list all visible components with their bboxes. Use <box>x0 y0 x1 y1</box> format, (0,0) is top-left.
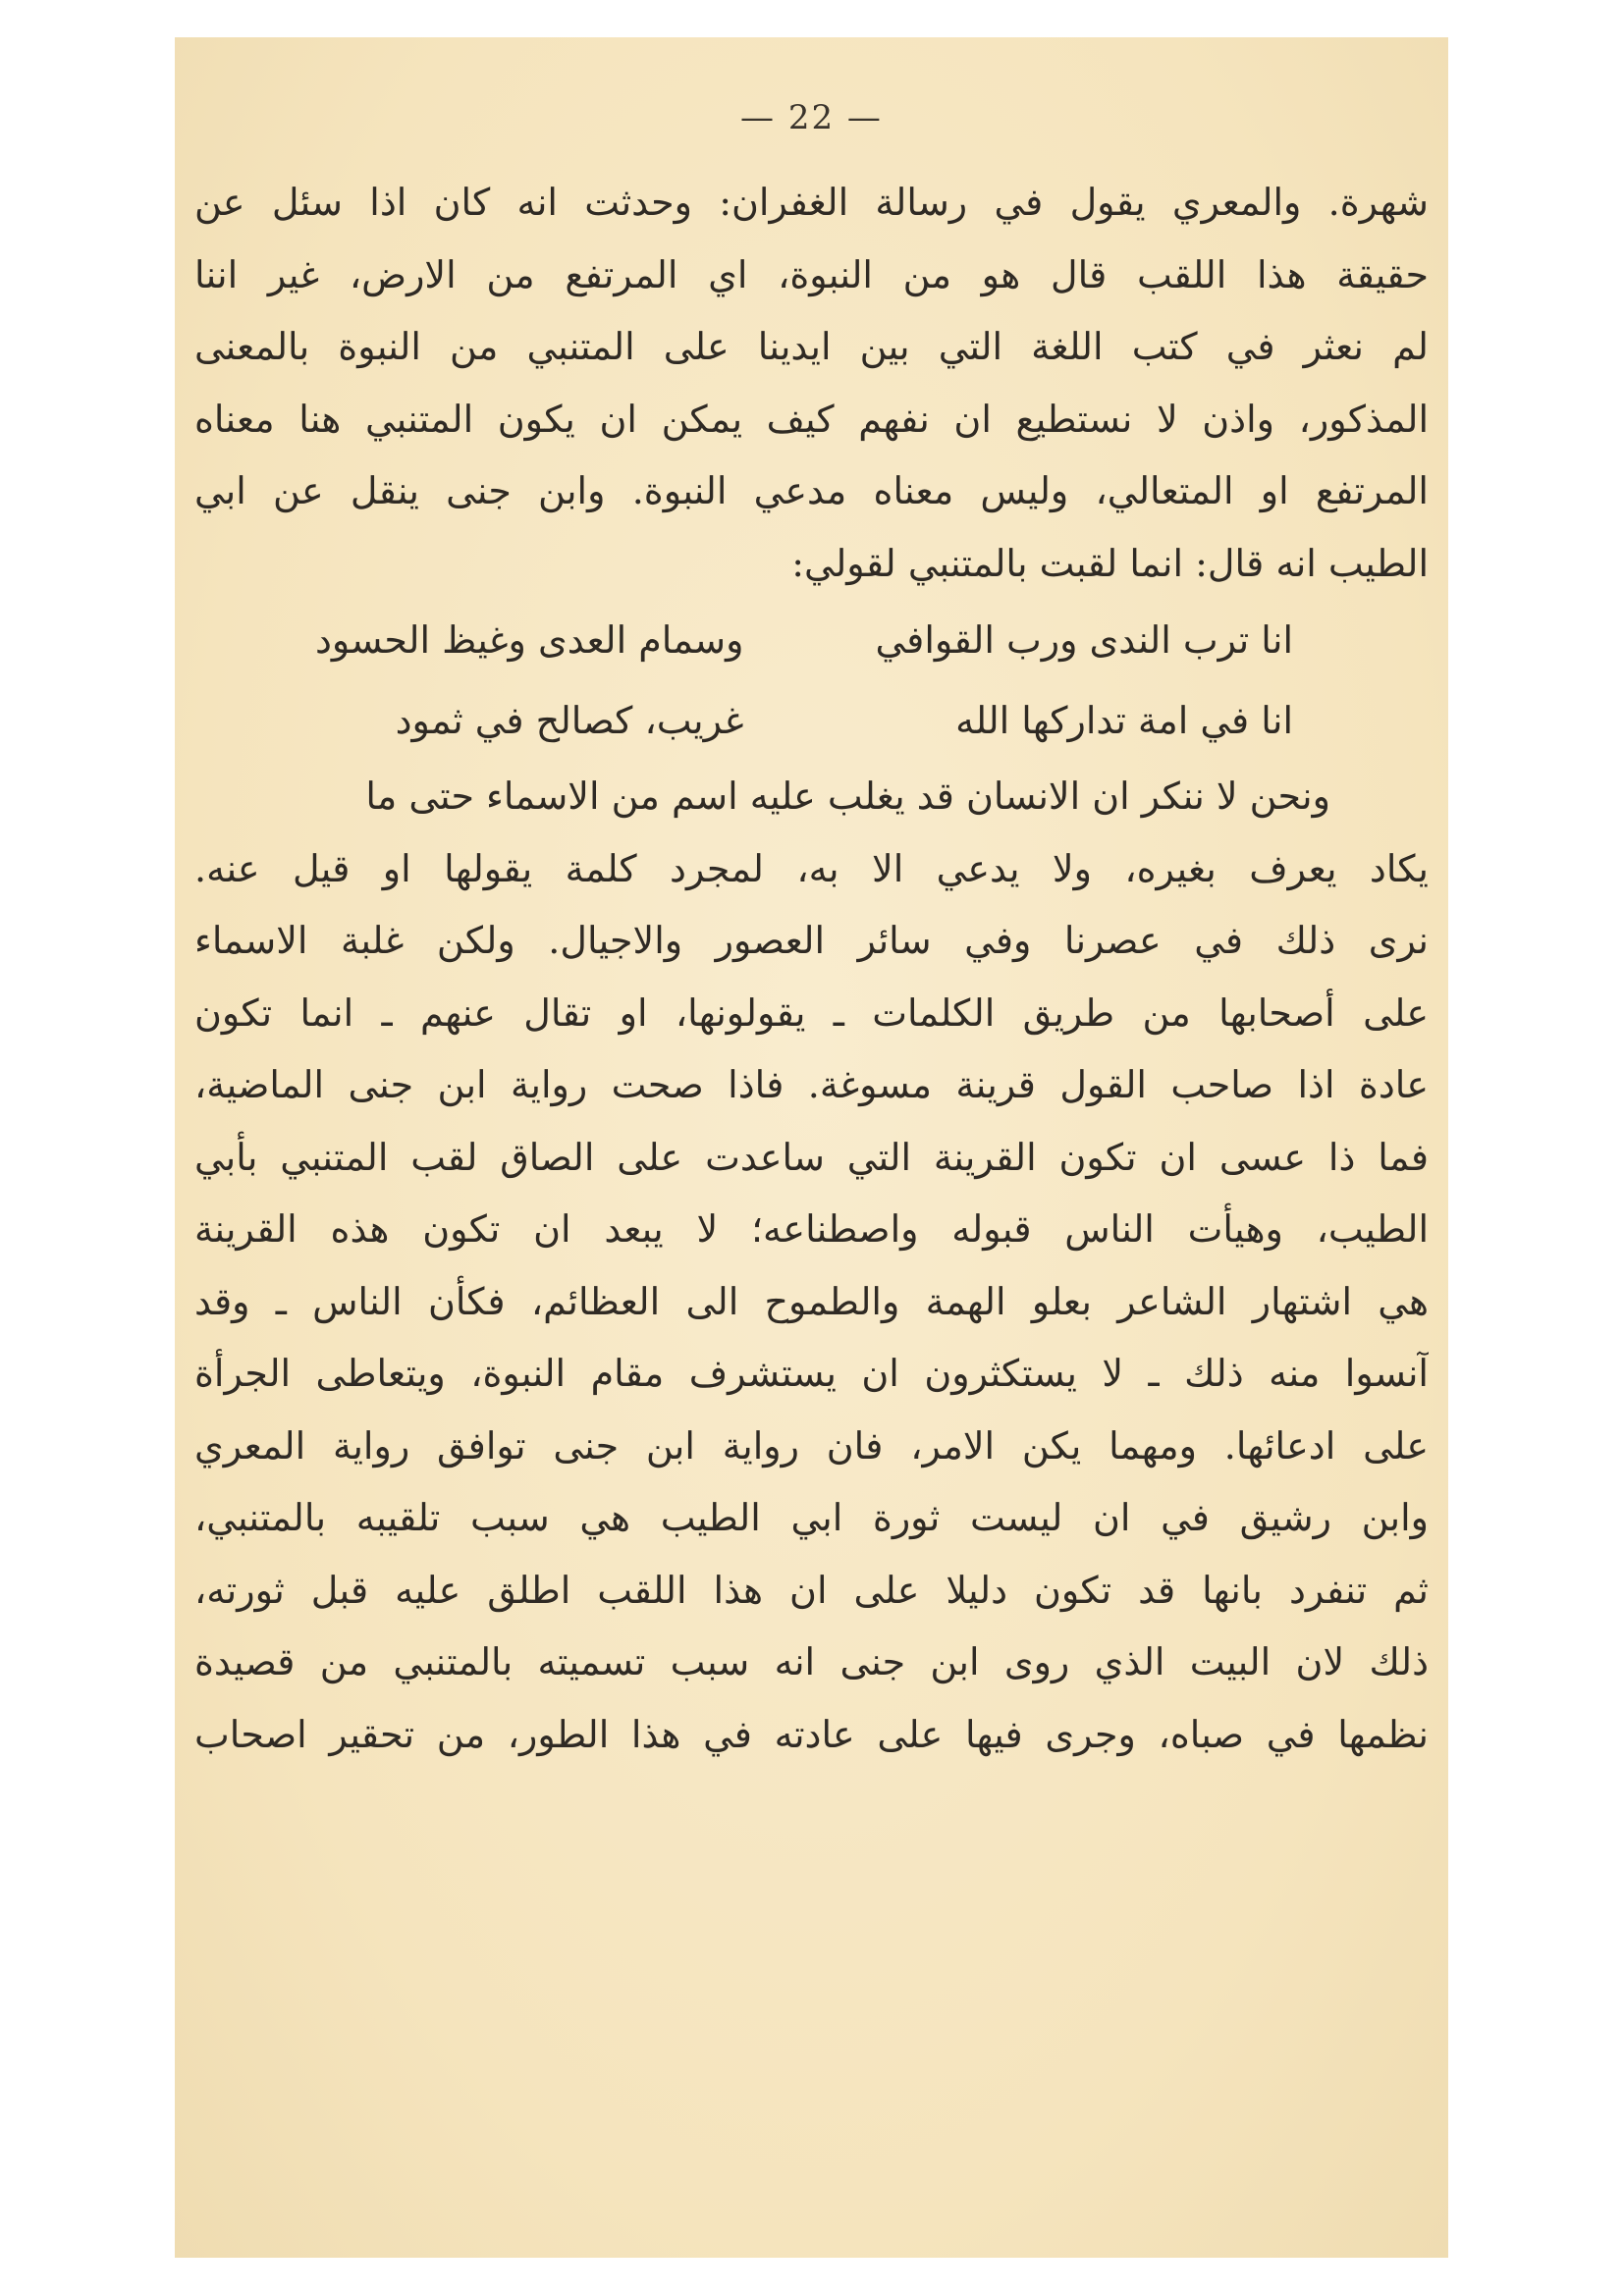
verse-second-hemistich: غريب، كصالح في ثمود <box>395 699 744 742</box>
text-line: ذلك لان البيت الذي روى ابن جنى انه سبب تسميته بالمتنبي من قصيدة <box>194 1640 1429 1683</box>
text-line: الطيب انه قال: انما لقبت بالمتنبي لقولي: <box>791 541 1429 585</box>
text-line: عادة اذا صاحب القول قرينة مسوغة. فاذا صحت رواية ابن جنى الماضية، <box>194 1063 1429 1106</box>
verse-first-hemistich: انا في امة تداركها الله <box>955 699 1293 742</box>
text-line: المرتفع او المتعالي، وليس معناه مدعي النبوة. وابن جنى ينقل عن ابي <box>194 469 1429 512</box>
poem-verse <box>194 600 1429 680</box>
poem-verse <box>194 680 1429 761</box>
text-line: نظمها في صباه، وجرى فيها على عادته في هذا الطور، من تحقير اصحاب <box>194 1712 1429 1756</box>
text-line: الطيب، وهيأت الناس قبوله واصطناعه؛ لا يبعد ان تكون هذه القرينة <box>194 1207 1429 1251</box>
body-text <box>194 167 1429 1771</box>
book-page <box>175 37 1448 2258</box>
verse-first-hemistich: انا ترب الندى ورب القوافي <box>875 618 1293 662</box>
verse-second-hemistich: وسمام العدى وغيظ الحسود <box>314 618 744 662</box>
text-line: المذكور، واذن لا نستطيع ان نفهم كيف يمكن ان يكون المتنبي هنا معناه <box>194 397 1429 441</box>
text-line: فما ذا عسى ان تكون القرينة التي ساعدت على الصاق لقب المتنبي بأبي <box>194 1135 1429 1179</box>
text-line: نرى ذلك في عصرنا وفي سائر العصور والاجيال. ولكن غلبة الاسماء <box>194 919 1429 962</box>
text-line: على ادعائها. ومهما يكن الامر، فان رواية ابن جنى توافق رواية المعري <box>194 1423 1429 1468</box>
text-line: يكاد يعرف بغيره، ولا يدعي الا به، لمجرد كلمة يقولها او قيل عنه. <box>194 846 1429 890</box>
text-line: شهرة. والمعري يقول في رسالة الغفران: وحدثت انه كان اذا سئل عن <box>194 181 1429 224</box>
text-line: على أصحابها من طريق الكلمات ـ يقولونها، او تقال عنهم ـ انما تكون <box>194 990 1429 1035</box>
page-number: — 22 — <box>740 98 883 137</box>
text-line: وابن رشيق في ان ليست ثورة ابي الطيب هي سبب تلقيبه بالمتنبي، <box>194 1496 1429 1539</box>
text-line: حقيقة هذا اللقب قال هو من النبوة، اي المرتفع من الارض، غير اننا <box>194 252 1429 296</box>
paragraph-start-line: ونحن لا ننكر ان الانسان قد يغلب عليه اسم من الاسماء حتى ما <box>365 774 1330 818</box>
text-line: لم نعثر في كتب اللغة التي بين ايدينا على المتنبي من النبوة بالمعنى <box>194 325 1429 368</box>
text-line: هي اشتهار الشاعر بعلو الهمة والطموح الى العظائم، فكأن الناس ـ وقد <box>194 1279 1429 1323</box>
text-line: آنسوا منه ذلك ـ لا يستكثرون ان يستشرف مقام النبوة، ويتعاطى الجرأة <box>194 1352 1429 1395</box>
text-line: ثم تنفرد بانها قد تكون دليلا على ان هذا اللقب اطلق عليه قبل ثورته، <box>194 1568 1429 1612</box>
